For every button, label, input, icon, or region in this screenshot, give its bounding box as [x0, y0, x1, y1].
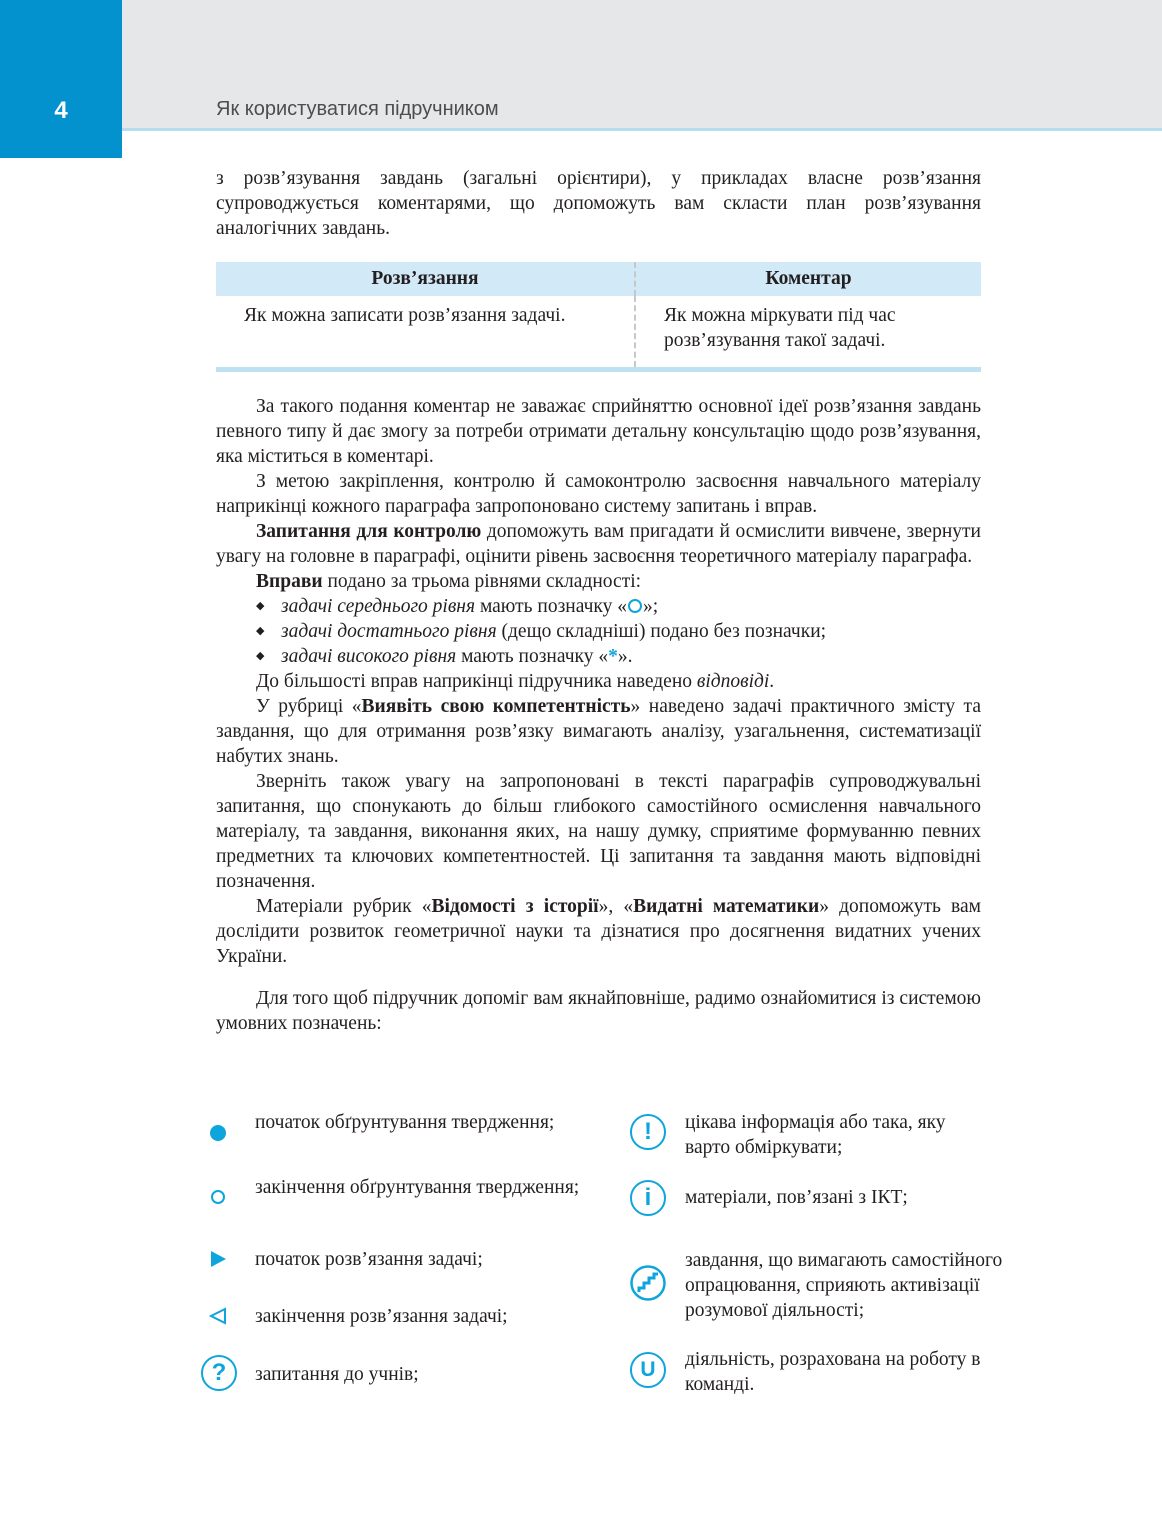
legend-teamwork — [685, 1347, 1045, 1397]
legend-solution-start-text: початок розв’язання задачі; — [255, 1249, 483, 1270]
question-icon: ? — [201, 1355, 237, 1391]
legend-ict — [685, 1185, 985, 1210]
legend-proof-end-text: закінчення обґрунтування твердження; — [255, 1177, 580, 1198]
intro-text: з розв’язування завдань (загальні орієнтири), у прикладах власне розв’язання супроводжується коментарями, що допоможуть вам скласти план розв’язування аналогічних завдань. — [216, 168, 981, 239]
medium-level-term: задачі середнього рівня — [281, 596, 476, 617]
small-circle-icon — [628, 599, 642, 613]
hollow-circle-icon — [211, 1190, 225, 1204]
competence-rubric: Виявіть свою компетентність — [361, 696, 631, 717]
paragraph-exercises-system: З метою закріплення, контролю й самоконтролю засвоєння навчального матеріалу наприкінці кожного параграфа запропоновано систему запитань і вправ. — [216, 471, 981, 517]
stairs-icon — [630, 1265, 666, 1301]
control-questions-term: Запитання для контролю — [256, 521, 482, 542]
control-questions-text: допоможуть вам пригадати й осмислити вивчене, звернути увагу на головне в параграфі, оцінити рівень засвоєння теоретичного матеріалу параграфа. — [216, 521, 981, 567]
high-level-text: мають позначку « — [456, 646, 609, 667]
main-text — [216, 394, 981, 1036]
list-item-sufficient-level — [256, 619, 981, 644]
legend-question — [255, 1362, 585, 1387]
answers-term: відповіді — [696, 671, 770, 692]
table-row — [216, 296, 981, 370]
rubrics-start: Матеріали рубрик « — [256, 896, 432, 917]
difficulty-list — [216, 594, 981, 669]
table-header-row — [216, 262, 981, 296]
legend-solution-end — [255, 1304, 585, 1329]
intro-paragraph — [216, 166, 981, 241]
rubrics-separator: », « — [598, 896, 634, 917]
exercises-term: Вправи — [256, 571, 323, 592]
paragraph-competence — [216, 694, 981, 769]
mathematicians-rubric: Видатні математики — [633, 896, 820, 917]
legend-interesting-text: цікава інформація або така, яку варто обміркувати; — [685, 1112, 946, 1158]
legend-question-text: запитання до учнів; — [255, 1364, 419, 1385]
paragraph-exercises-levels — [216, 569, 981, 594]
solution-comment-table — [216, 262, 981, 372]
running-title: Як користуватися підручником — [216, 98, 499, 120]
history-rubric: Відомості з історії — [431, 896, 599, 917]
medium-level-text: мають позначку « — [475, 596, 627, 617]
info-icon: i — [630, 1180, 666, 1216]
paragraph-accompanying-questions: Зверніть також увагу на запропоновані в тексті параграфів супроводжувальні запитання, що спонукають до більш глибокого самостійного осмислення навчального матеріалу, та завдання, виконання яких, на нашу думку, сприятиме формуванню певних предметних та ключових компетентностей. Ці запитання та завдання мають відповідні позначення. — [216, 771, 981, 892]
filled-circle-icon — [210, 1125, 226, 1141]
high-level-end: ». — [617, 646, 633, 667]
legend-solution-end-text: закінчення розв’язання задачі; — [255, 1306, 508, 1327]
competence-start: У рубриці « — [256, 696, 362, 717]
table-cell-comment: Як можна міркувати під час розв’язування такої задачі. — [635, 296, 981, 370]
paragraph-control-questions — [216, 519, 981, 569]
sufficient-level-text: (дещо складніші) подано без позначки; — [496, 621, 827, 642]
paragraph-comment-benefit: За такого подання коментар не заважає сприйняттю основної ідеї розв’язання завдань певного типу й дає змогу за потреби отримати детальну консультацію щодо розв’язування, яка міститься в коментарі. — [216, 396, 981, 467]
answers-end: . — [769, 671, 775, 692]
paragraph-legend-intro: Для того щоб підручник допоміг вам якнайповніше, радимо ознайомитися із системою умовних позначень: — [216, 988, 981, 1034]
medium-level-end: »; — [642, 596, 659, 617]
legend-self-study-text: завдання, що вимагають самостійного опрацювання, сприяють активізації розумової діяльності; — [685, 1250, 1003, 1321]
competence-text: » наведено задачі практичного змісту та завдання, що для отримання розв’язку вимагають аналізу, узагальнення, систематизації набутих знань. — [216, 696, 981, 767]
filled-triangle-icon — [209, 1250, 227, 1268]
high-level-term: задачі високого рівня — [281, 646, 457, 667]
sufficient-level-term: задачі достатнього рівня — [281, 621, 497, 642]
teamwork-icon: U — [630, 1352, 666, 1388]
list-item-high-level — [256, 644, 981, 669]
legend-proof-start-text: початок обґрунтування твердження; — [255, 1112, 555, 1133]
legend-self-study — [685, 1248, 1057, 1323]
table-header-comment: Коментар — [635, 262, 981, 296]
exclamation-icon: ! — [630, 1114, 666, 1150]
list-item-medium-level — [256, 594, 981, 619]
page-number: 4 — [54, 97, 68, 124]
legend-proof-start — [255, 1110, 585, 1135]
answers-text: До більшості вправ наприкінці підручника наведено — [256, 671, 697, 692]
asterisk-icon: * — [608, 646, 618, 667]
hollow-triangle-icon — [209, 1307, 227, 1325]
paragraph-answers — [216, 669, 981, 694]
legend-ict-text: матеріали, пов’язані з ІКТ; — [685, 1187, 908, 1208]
page-number-tab — [0, 0, 122, 158]
legend-interesting — [685, 1110, 985, 1160]
table-header-solution: Розв’язання — [216, 262, 635, 296]
exercises-text: подано за трьома рівнями складності: — [322, 571, 642, 592]
table-cell-solution: Як можна записати розв’язання задачі. — [216, 296, 635, 370]
header-band — [0, 0, 1162, 131]
paragraph-rubrics — [216, 894, 981, 969]
legend-teamwork-text: діяльність, розрахована на роботу в команді. — [685, 1349, 981, 1395]
legend-solution-start — [255, 1247, 585, 1272]
rubrics-text: » допоможуть вам дослідити розвиток геометричної науки та дізнатися про досягнення видатних учених України. — [216, 896, 981, 967]
legend-proof-end — [255, 1175, 585, 1200]
